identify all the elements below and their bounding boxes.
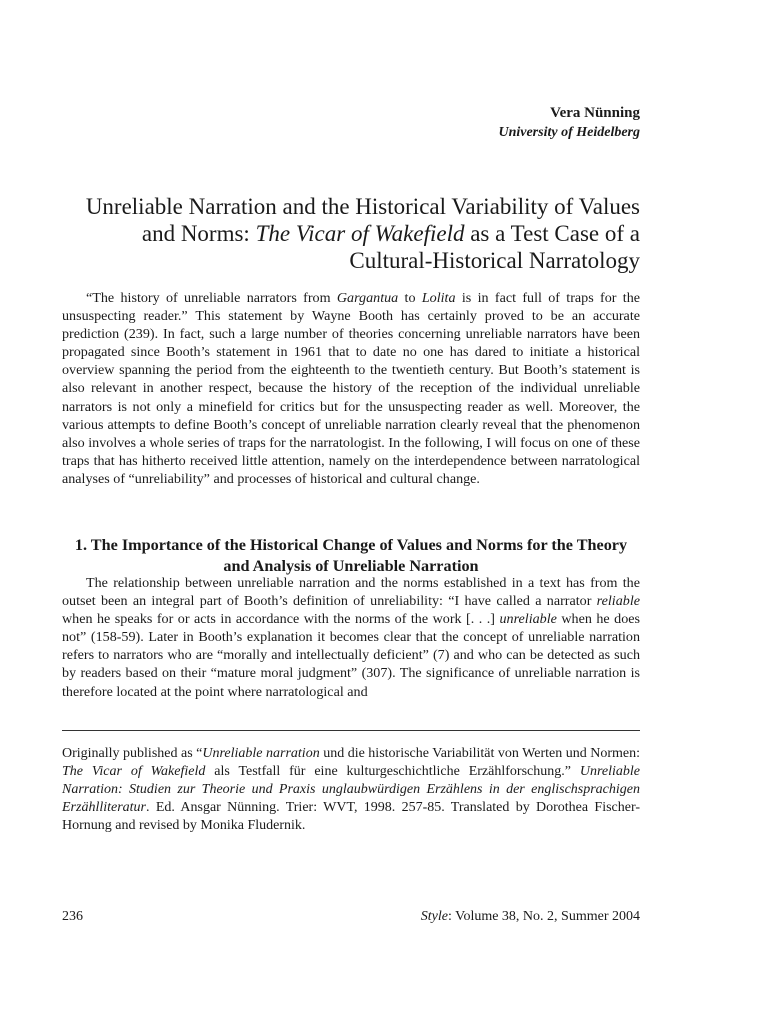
para2-text-c: when he does not” (158-59). Later in Booth’s explanation it becomes clear that the concept of unreliable narration refers to narrators who are “morally and intellectually deficient” (7) and who can be detected as such by readers based on their “mature moral judgment” (307). The significance of unreliable narration is therefore located at the point where narratological and (62, 611, 641, 700)
footnote-text-a: Originally published as “ (62, 746, 203, 761)
article-title (60, 193, 640, 274)
para1-italic-lolita: Lolita (421, 290, 456, 306)
journal-name: Style (420, 909, 448, 924)
footnote-italic-b: The Vicar of Wakefield (62, 764, 206, 780)
title-book-name: The Vicar of Wakefield (255, 221, 465, 246)
title-part-1: Unreliable Narration and the Historical Variability of Values and Norms: (85, 194, 640, 246)
footnote-divider (62, 730, 640, 731)
para1-text-c: is in fact full of traps for the unsuspecting reader.” This statement by Wayne Booth has certainly proved to be an accurate prediction (239). In fact, such a large number of theories concerning unreliable narrators have been propagated since Booth’s statement in 1961 that to date no one has dared to initiate a historical overview spanning the period from the eighteenth to the twentieth century. But Booth’s statement is also relevant in another respect, because the history of the reception of the individual unreliable narrators is not only a minefield for critics but for the unsuspecting reader as well. Moreover, the various attempts to define Booth’s concept of unreliable narration clearly reveal that the phenomenon also involves a whole series of traps for the narratologist. In the following, I will focus on one of these traps that has hitherto received little attention, namely on the interdependence between narratological analyses of “unreliability” and processes of historical and cultural change. (62, 290, 641, 487)
para1-text-a: “The history of unreliable narrators from (86, 290, 337, 306)
author-affiliation: University of Heidelberg (498, 125, 640, 140)
title-part-2: as a Test Case of a Cultural-Historical Narratology (349, 221, 640, 273)
footnote (62, 745, 640, 835)
body-paragraph-1 (62, 289, 640, 488)
footnote-text-c: als Testfall für eine kulturgeschichtliche Erzählforschung.” (205, 764, 580, 780)
para2-text-a: The relationship between unreliable narration and the norms established in a text has from the outset been an integral part of Booth’s definition of unreliability: “I have called a narrator (62, 575, 640, 610)
para2-italic-unreliable: unreliable (499, 611, 557, 628)
author-name: Vera Nünning (550, 105, 640, 121)
journal-citation (421, 908, 640, 926)
footnote-italic-a: Unreliable narration (202, 746, 320, 761)
page-footer (62, 908, 640, 926)
para1-text-b: to (398, 290, 422, 306)
footnote-text-b: und die historische Variabilität von Werten und Normen: (319, 746, 641, 761)
section-heading: 1. The Importance of the Historical Change of Values and Norms for the Theory and Analysis of Unreliable Narration (74, 536, 628, 575)
author-block (498, 104, 640, 142)
footnote-text-d: . Ed. Ansgar Nünning. Trier: WVT, 1998. 257-85. Translated by Dorothea Fischer-Hornung and revised by Monika Fludernik. (62, 800, 640, 834)
page-number: 236 (62, 909, 83, 924)
para1-italic-gargantua: Gargantua (336, 290, 399, 306)
journal-volume: : Volume 38, No. 2, Summer 2004 (448, 909, 640, 924)
body-paragraph-2 (62, 574, 640, 701)
footnote-italic-c: Unreliable Narration: Studien zur Theorie und Praxis unglaubwürdigen Erzählens in der englischsprachigen Erzählliteratur (62, 764, 640, 816)
para2-text-b: when he speaks for or acts in accordance with the norms of the work [. . .] (62, 611, 500, 628)
para2-italic-reliable: reliable (596, 593, 640, 610)
